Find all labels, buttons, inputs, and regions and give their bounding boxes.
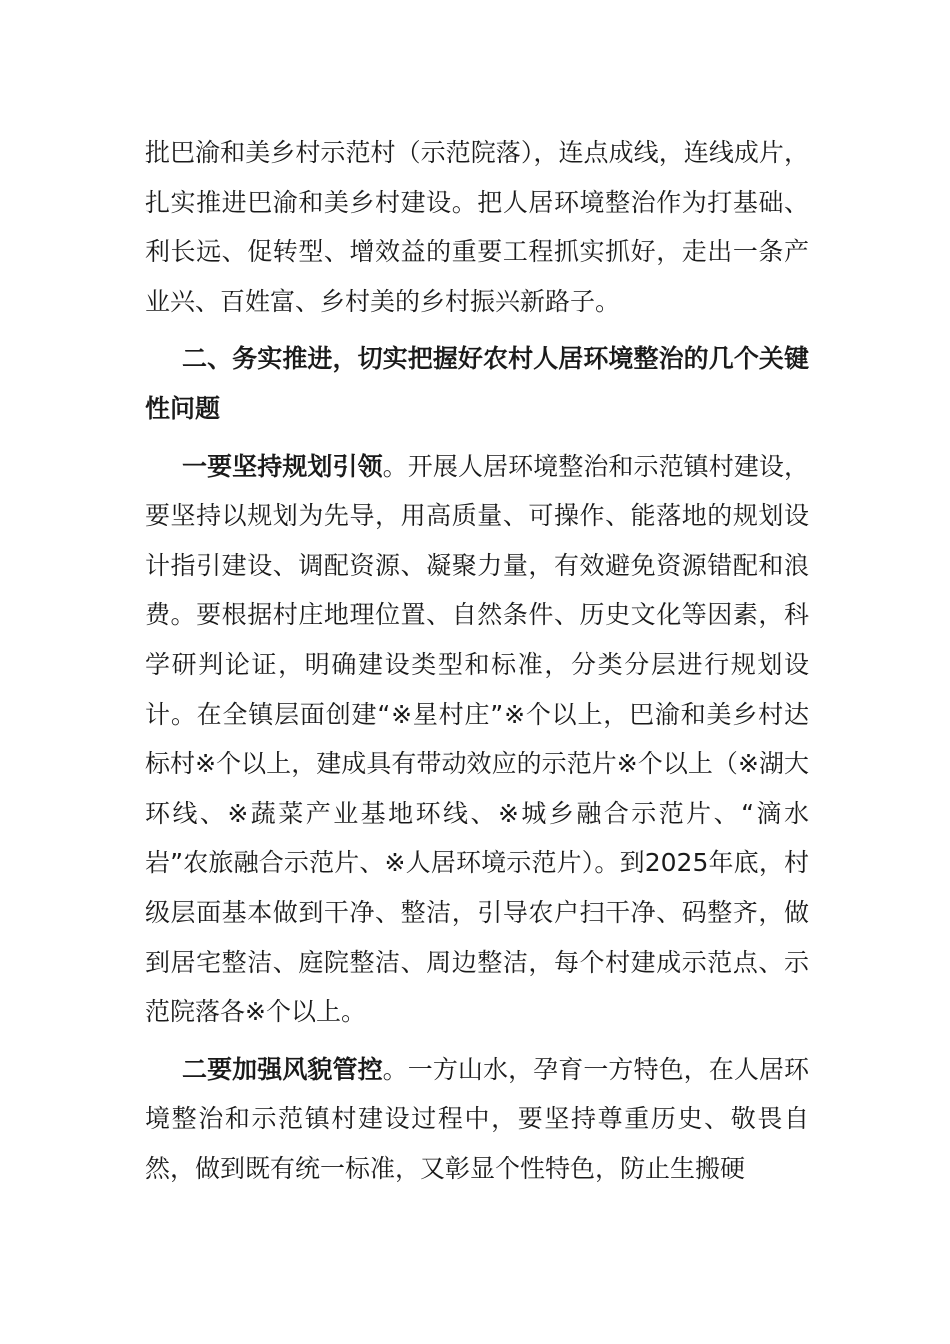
document-body xyxy=(145,128,809,1193)
paragraph-lead-text: 一要坚持规划引领 xyxy=(182,451,383,481)
paragraph-continuation xyxy=(145,128,809,326)
paragraph-text: 批巴渝和美乡村示范村（示范院落），连点成线，连线成片，扎实推进巴渝和美乡村建设。把人居环境整治作为打基础、利长远、促转型、增效益的重要工程抓实抓好，走出一条产业兴、百姓富、乡村美的乡村振兴新路子。 xyxy=(145,138,809,316)
section-heading xyxy=(145,334,809,433)
paragraph-text: 。开展人居环境整治和示范镇村建设，要坚持以规划为先导，用高质量、可操作、能落地的规划设计指引建设、调配资源、凝聚力量，有效避免资源错配和浪费。要根据村庄地理位置、自然条件、历史文化等因素，科学研判论证，明确建设类型和标准，分类分层进行规划设计。在全镇层面创建“※星村庄”※个以上，巴渝和美乡村达标村※个以上，建成具有带动效应的示范片※个以上（※湖大环线、※蔬菜产业基地环线、※城乡融合示范片、“滴水岩”农旅融合示范片、※人居环境示范片）。到2025年底，村级层面基本做到干净、整洁，引导农户扫干净、码整齐，做到居宅整洁、庭院整洁、周边整洁，每个村建成示范点、示范院落各※个以上。 xyxy=(145,451,809,1027)
section-heading-text: 二、务实推进，切实把握好农村人居环境整治的几个关键性问题 xyxy=(145,344,809,423)
paragraph-style-control xyxy=(145,1045,809,1194)
paragraph-lead-text: 二要加强风貌管控 xyxy=(182,1054,383,1084)
paragraph-text: 。一方山水，孕育一方特色，在人居环境整治和示范镇村建设过程中，要坚持尊重历史、敬畏自然，做到既有统一标准，又彰显个性特色，防止生搬硬 xyxy=(145,1054,809,1183)
paragraph-planning xyxy=(145,442,809,1037)
